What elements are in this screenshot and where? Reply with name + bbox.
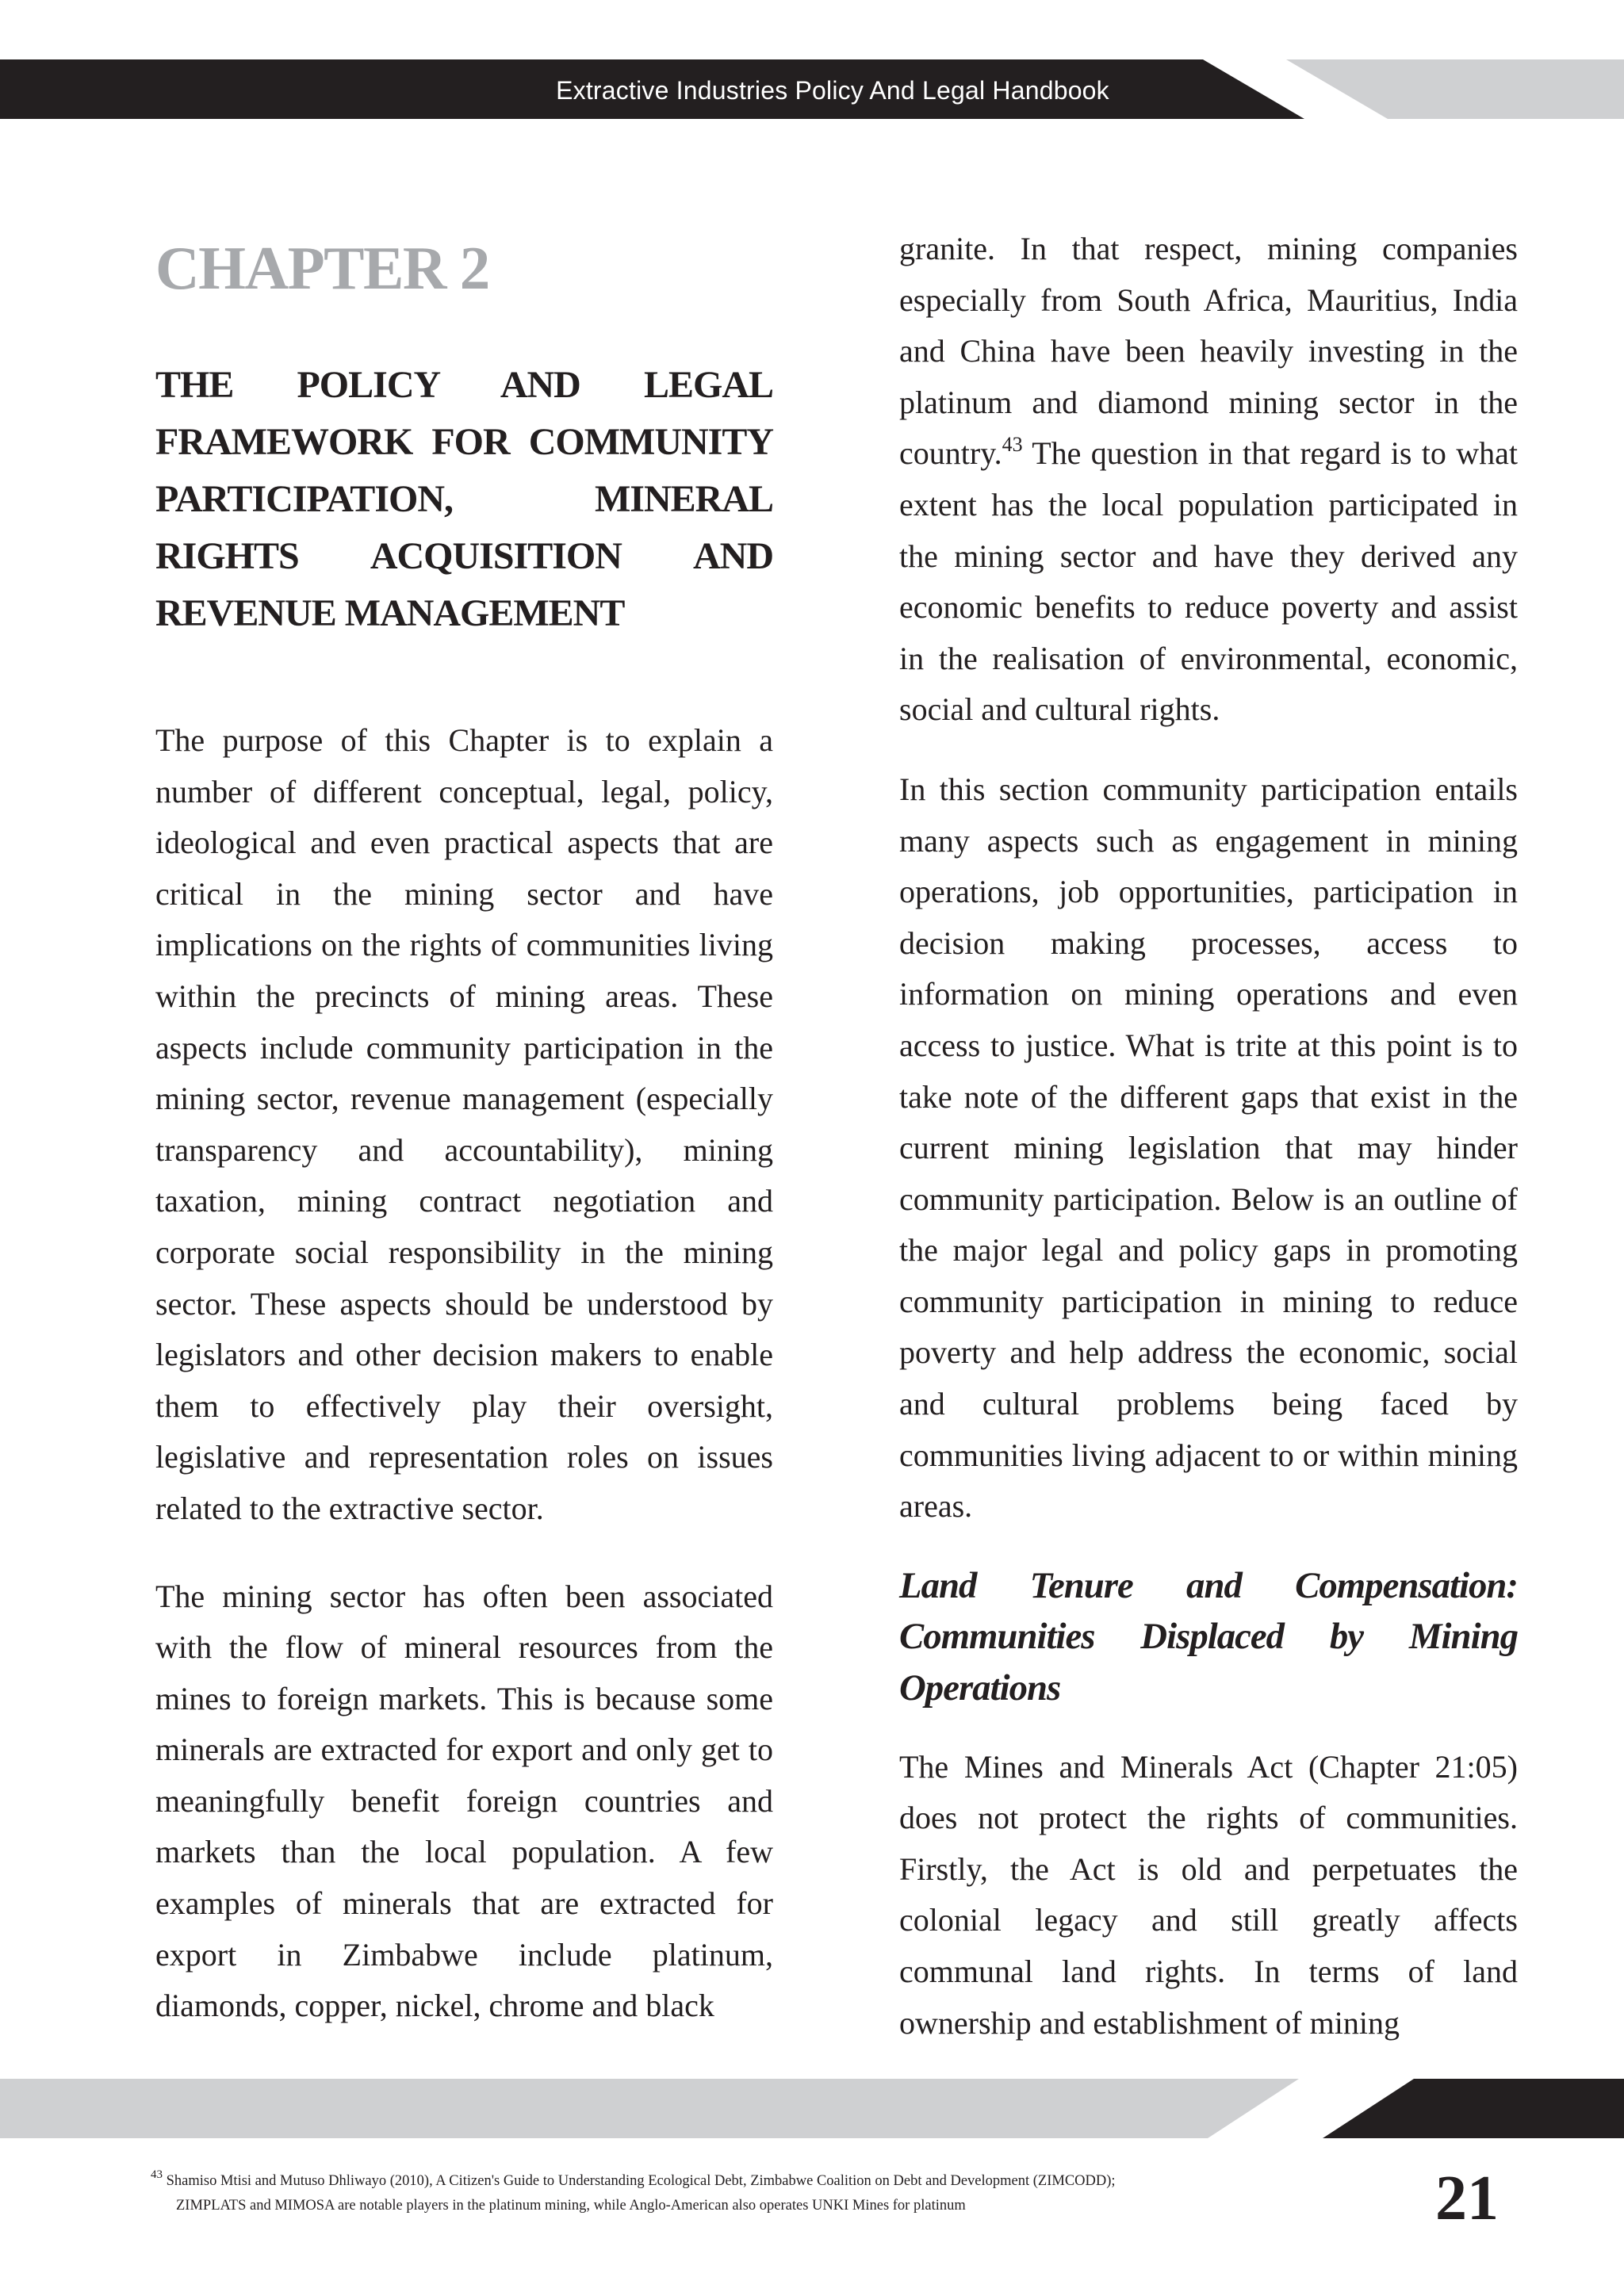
footnote-line: ZIMPLATS and MIMOSA are notable players in the platinum mining, while Anglo-American also operates UNKI Mines for platinum <box>176 2198 966 2214</box>
footnote-reference[interactable]: 43 <box>1002 433 1023 457</box>
right-column <box>899 224 1518 2049</box>
body-paragraph: The mining sector has often been associated with the flow of mineral resources from the mines to foreign markets. This is because some minerals are extracted for export and only get to meaningfully benefit foreign countries and markets than the local population. A few examples of minerals that are extracted for export in Zimbabwe include platinum, diamonds, copper, nickel, chrome and black <box>155 1578 773 2024</box>
left-column <box>155 214 773 2032</box>
footnote <box>151 2169 1277 2218</box>
footnote-line: Shamiso Mtisi and Mutuso Dhliwayo (2010), A Citizen's Guide to Understanding Ecological Debt, Zimbabwe Coalition on Debt and Development (ZIMCODD); <box>166 2173 1116 2189</box>
section-title: THE POLICY AND LEGAL FRAMEWORK FOR COMMUNITY PARTICIPATION, MINERAL RIGHTS ACQUISITION AND REVENUE MANAGEMENT <box>155 364 773 634</box>
footer-band <box>0 2079 1299 2138</box>
subheading: Land Tenure and Compensation: Communities Displaced by Mining Operations <box>899 1564 1518 1709</box>
body-paragraph: In this section community participation entails many aspects such as engagement in mining operations, job opportunities, participation in decision making processes, access to information on mining operations and even access to justice. What is trite at this point is to take note of the different gaps that exist in the current mining legislation that may hinder community participation. Below is an outline of the major legal and policy gaps in promoting community participation in mining to reduce poverty and help address the economic, social and cultural problems being faced by communities living adjacent to or within mining areas. <box>899 771 1518 1525</box>
paragraph-text: The question in that regard is to what extent has the local population participated in the mining sector and have they derived any economic benefits to reduce poverty and assist in the realisation of environmental, economic, social and cultural rights. <box>899 435 1518 728</box>
footnote-number: 43 <box>151 2168 163 2181</box>
body-paragraph: The purpose of this Chapter is to explain a number of different conceptual, legal, policy, ideological and even practical aspects that are critical in the mining sector and have implications on the rights of communities living within the precincts of mining areas. These aspects include community participation in the mining sector, revenue management (especially transparency and accountability), mining taxation, mining contract negotiation and corporate social responsibility in the mining sector. These aspects should be understood by legislators and other decision makers to enable them to effectively play their oversight, legislative and representation roles on issues related to the extractive sector. <box>155 722 773 1526</box>
running-header-title: Extractive Industries Policy And Legal Handbook <box>556 76 1109 105</box>
footer-accent <box>1323 2079 1624 2138</box>
page-number: 21 <box>1435 2164 1499 2233</box>
body-paragraph <box>899 224 1518 736</box>
chapter-heading: CHAPTER 2 <box>155 234 489 302</box>
body-paragraph: The Mines and Minerals Act (Chapter 21:05) does not protect the rights of communities. Firstly, the Act is old and perpetuates the colonial legacy and still greatly affects communal land rights. In terms of land ownership and establishment of mining <box>899 1748 1518 2041</box>
paragraph-text: granite. In that respect, mining companies especially from South Africa, Mauritius, India and China have been heavily investing in the platinum and diamond mining sector in the country. <box>899 231 1518 472</box>
